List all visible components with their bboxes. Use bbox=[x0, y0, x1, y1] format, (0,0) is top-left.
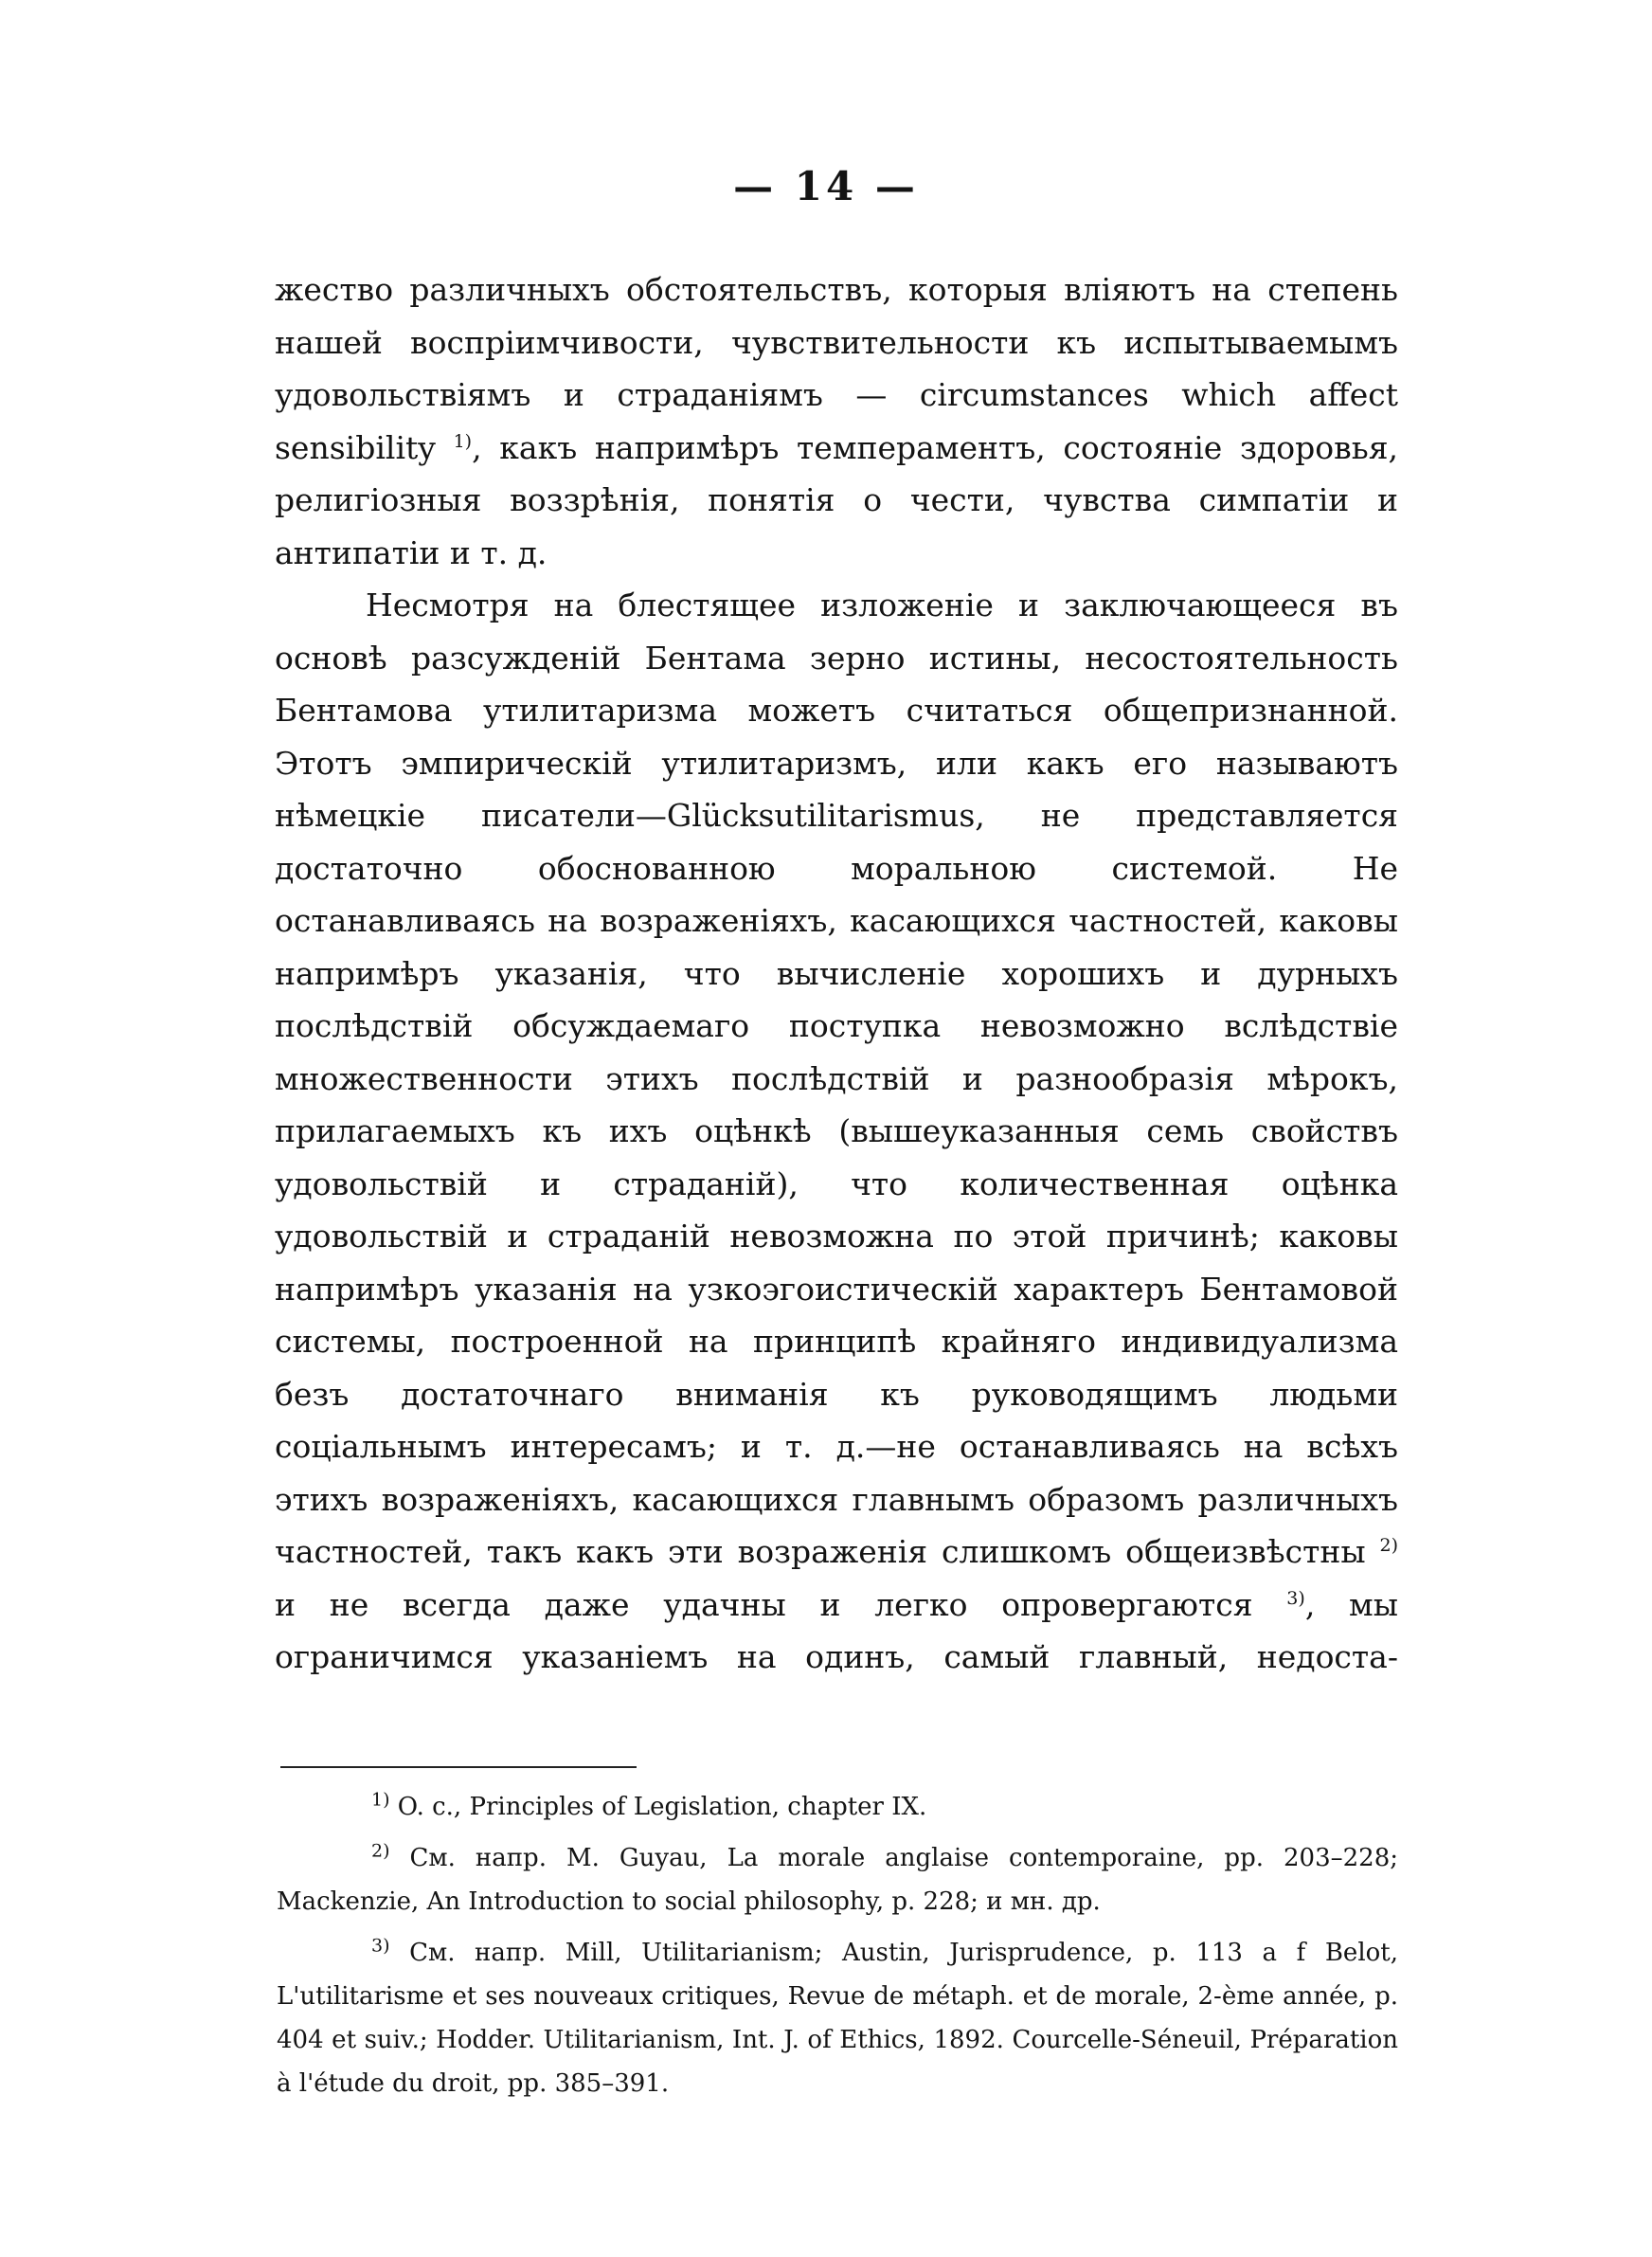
paragraph-1-text-a: жество различныхъ обстоятельствъ, которыя вліяютъ на степень нашей воспріимчивости, чувствительности къ испытываемымъ удовольствіямъ и страданіямъ — circumstances which affect sensibility bbox=[275, 271, 1398, 466]
paragraph-2-text-c: , мы ограничимся указаніемъ на одинъ, самый главный, недоста- bbox=[275, 1585, 1398, 1675]
main-text bbox=[275, 263, 1398, 1684]
paragraph-1 bbox=[275, 263, 1398, 579]
footnote-ref-1: 1) bbox=[453, 430, 473, 452]
footnote-3-text: См. напр. Mill, Utilitarianism; Austin, Jurisprudence, p. 113 a f Belot, L'utilitarisme et ses nouveaux critiques, Revue de métaph. et de morale, 2-ème année, p. 404 et suiv.; Hodder. Utilitarianism, Int. J. of Ethics, 1892. Courcelle-Séneuil, Préparation à l'étude du droit, pp. 385–391. bbox=[277, 1939, 1398, 2098]
footnote-3-mark: 3) bbox=[371, 1935, 390, 1957]
footnote-1 bbox=[277, 1785, 1398, 1829]
paragraph-1-text-b: , какъ напримѣръ темпераментъ, состояніе здоровья, религіозныя воззрѣнія, понятія о чести, чувства симпатіи и антипатіи и т. д. bbox=[275, 428, 1398, 571]
footnote-1-text: O. c., Principles of Legislation, chapter IX. bbox=[389, 1793, 927, 1821]
footnote-2-mark: 2) bbox=[371, 1840, 390, 1862]
footnote-2-text: См. напр. M. Guyau, La morale anglaise contemporaine, pp. 203–228; Mackenzie, An Introduction to social philosophy, p. 228; и мн. др. bbox=[277, 1844, 1398, 1916]
page-number: — 14 — bbox=[733, 163, 919, 209]
footnote-1-mark: 1) bbox=[371, 1789, 390, 1811]
footnote-2 bbox=[277, 1836, 1398, 1923]
paragraph-2-text-a: Несмотря на блестящее изложеніе и заключающееся въ основѣ разсужденій Бентама зерно истины, несостоятельность Бентамова утилитаризма можетъ считаться общепризнанной. Этотъ эмпирическій утилитаризмъ, или какъ его называютъ нѣмецкіе писатели—Glücksutilitarismus, не представляется достаточно обоснованною моральною системой. Не останавливаясь на возраженіяхъ, касающихся частностей, каковы напримѣръ указанія, что вычисленіе хорошихъ и дурныхъ послѣдствій обсуждаемаго поступка невозможно вслѣдствіе множественности этихъ послѣдствій и разнообразія мѣрокъ, прилагаемыхъ къ ихъ оцѣнкѣ (вышеуказанныя семь свойствъ удовольствій и страданій), что количественная оцѣнка удовольствій и страданій невозможна по этой причинѣ; каковы напримѣръ указанія на узкоэгоистическій характеръ Бентамовой системы, построенной на принципѣ крайняго индивидуализма безъ достаточнаго вниманія къ руководящимъ людьми соціальнымъ интересамъ; и т. д.—не останавливаясь на всѣхъ этихъ возраженіяхъ, касающихся главнымъ образомъ различныхъ частностей, такъ какъ эти возраженія слишкомъ общеизвѣстны bbox=[275, 587, 1398, 1570]
footnote-ref-2: 2) bbox=[1379, 1535, 1398, 1556]
footnotes bbox=[277, 1785, 1398, 2113]
paragraph-2 bbox=[275, 579, 1398, 1684]
paragraph-2-text-b: и не всегда даже удачны и легко опровергаются bbox=[275, 1585, 1287, 1623]
footnote-ref-3: 3) bbox=[1286, 1587, 1305, 1609]
footnote-divider bbox=[280, 1766, 637, 1768]
footnote-3 bbox=[277, 1931, 1398, 2105]
